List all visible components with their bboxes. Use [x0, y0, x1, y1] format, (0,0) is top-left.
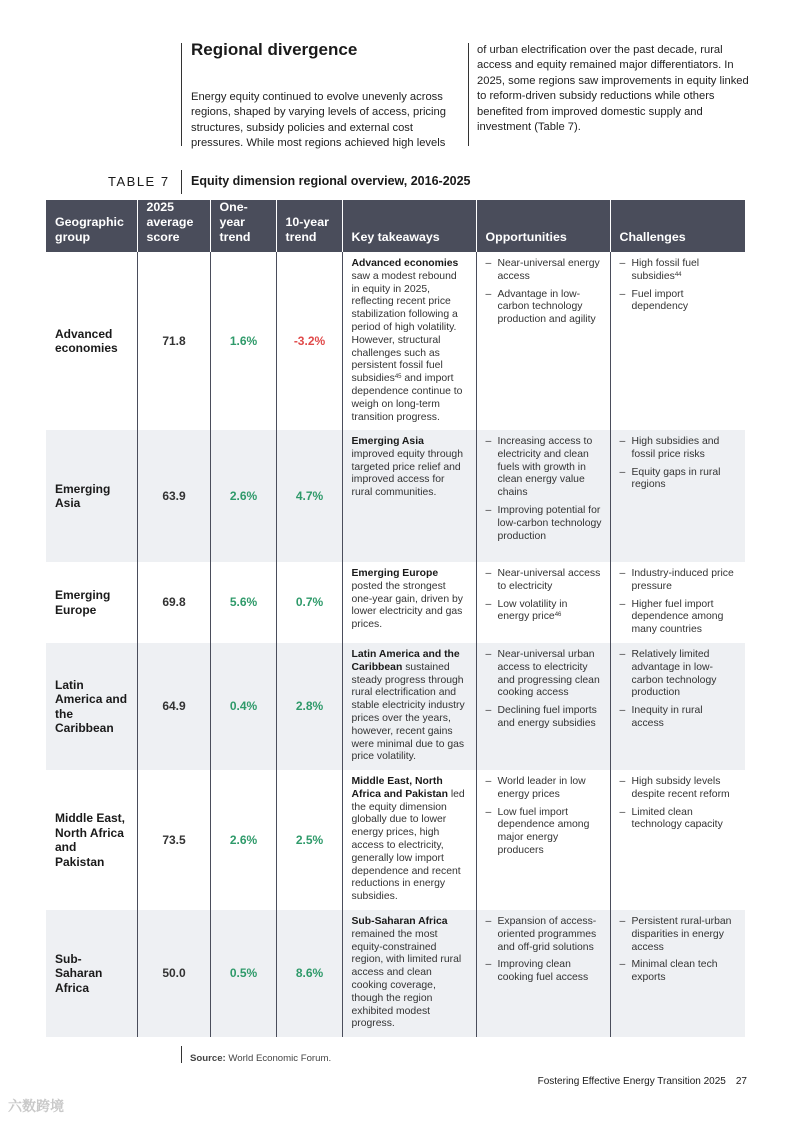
table-row: [46, 430, 745, 562]
table-row: [46, 643, 745, 770]
opportunities-cell: [476, 770, 610, 910]
group-cell: Emerging Europe: [46, 562, 137, 643]
list-item: – Limited clean technology capacity: [620, 807, 738, 833]
list-item: – High subsidy levels despite recent reform: [620, 776, 738, 802]
group-cell: Middle East, North Africa and Pakistan: [46, 770, 137, 910]
watermark: 六数跨境: [8, 1098, 64, 1114]
list-item: – Near-universal access to electricity: [486, 568, 602, 594]
section-heading: Regional divergence: [191, 40, 358, 59]
list-item: – Relatively limited advantage in low-carbon technology production: [620, 649, 738, 700]
list-item: – Inequity in rural access: [620, 705, 738, 731]
intro-right-column: [477, 43, 749, 135]
ten-year-cell: 2.5%: [276, 770, 342, 910]
one-year-cell: 0.5%: [210, 910, 276, 1037]
list-item: – World leader in low energy prices: [486, 776, 602, 802]
header-average-score: 2025 average score: [137, 200, 210, 252]
list-item: – Declining fuel imports and energy subsidies: [486, 705, 602, 731]
list-item: – Fuel import dependency: [620, 289, 738, 315]
header-key-takeaways: Key takeaways: [342, 200, 476, 252]
ten-year-cell: 0.7%: [276, 562, 342, 643]
list-item: – Industry-induced price pressure: [620, 568, 738, 594]
table-row: [46, 770, 745, 910]
ten-year-cell: 8.6%: [276, 910, 342, 1037]
list-item: – Equity gaps in rural regions: [620, 467, 738, 493]
challenges-cell: [610, 910, 745, 1037]
footer-title: Fostering Effective Energy Transition 2025: [537, 1076, 726, 1087]
list-item: – Improving clean cooking fuel access: [486, 959, 602, 985]
divider-right-intro: [468, 43, 469, 146]
list-item: – Near-universal urban access to electricity and progressing clean cooking access: [486, 649, 602, 700]
table-label: TABLE 7: [108, 174, 170, 189]
score-cell: 50.0: [137, 910, 210, 1037]
list-item: – Minimal clean tech exports: [620, 959, 738, 985]
one-year-cell: 2.6%: [210, 770, 276, 910]
divider-source: [181, 1046, 182, 1063]
key-takeaway-cell: Emerging Asia improved equity through targeted price relief and improved access for rural communities.: [342, 430, 476, 562]
group-cell: Emerging Asia: [46, 430, 137, 562]
one-year-cell: 2.6%: [210, 430, 276, 562]
list-item: – Low fuel import dependence among major energy producers: [486, 807, 602, 858]
key-takeaway-cell: Latin America and the Caribbean sustained steady progress through rural electrification and stable electricity industry prices over the years, however, recent gains were minimal due to gas price volatility.: [342, 643, 476, 770]
table-header-row: [46, 200, 745, 252]
score-cell: 71.8: [137, 252, 210, 430]
opportunities-cell: [476, 430, 610, 562]
header-one-year-trend: One-year trend: [210, 200, 276, 252]
group-cell: Advanced economies: [46, 252, 137, 430]
challenges-cell: [610, 643, 745, 770]
list-item: – High fossil fuel subsidies$^{44}$: [620, 258, 738, 284]
page-number: 27: [735, 1076, 747, 1087]
header-ten-year-trend: 10-year trend: [276, 200, 342, 252]
list-item: – Higher fuel import dependence among many countries: [620, 599, 738, 637]
one-year-cell: 1.6%: [210, 252, 276, 430]
key-takeaway-cell: Sub-Saharan Africa remained the most equity-constrained region, with limited rural access and clean cooking coverage, though the region exhibited modest progress.: [342, 910, 476, 1037]
one-year-cell: 5.6%: [210, 562, 276, 643]
list-item: – Advantage in low-carbon technology production and agility: [486, 289, 602, 327]
divider-left-intro: [181, 43, 182, 146]
opportunities-cell: [476, 252, 610, 430]
opportunities-cell: [476, 910, 610, 1037]
challenges-cell: [610, 562, 745, 643]
list-item: – Near-universal energy access: [486, 258, 602, 284]
table-row: [46, 910, 745, 1037]
score-cell: 73.5: [137, 770, 210, 910]
table-title: Equity dimension regional overview, 2016-2025: [191, 174, 471, 188]
score-cell: 64.9: [137, 643, 210, 770]
page-footer: [528, 1076, 747, 1087]
opportunities-cell: [476, 562, 610, 643]
header-challenges: Challenges: [610, 200, 745, 252]
list-item: – Expansion of access-oriented programmes and off-grid solutions: [486, 916, 602, 954]
challenges-cell: [610, 252, 745, 430]
list-item: – Increasing access to electricity and clean fuels with growth in clean energy value chains: [486, 436, 602, 500]
challenges-cell: [610, 430, 745, 562]
list-item: – Low volatility in energy price$^{46}$: [486, 599, 602, 625]
divider-table-label: [181, 170, 182, 194]
ten-year-cell: 4.7%: [276, 430, 342, 562]
header-geographic-group: Geographic group: [46, 200, 137, 252]
key-takeaway-cell: Advanced economies saw a modest rebound in equity in 2025, reflecting recent price stabilization following a period of high volatility. However, structural challenges such as persistent fossil fuel subsidies$^{45}$ and import dependence continue to weigh on long-term transition progress.: [342, 252, 476, 430]
group-cell: Latin America and the Caribbean: [46, 643, 137, 770]
opportunities-cell: [476, 643, 610, 770]
one-year-cell: 0.4%: [210, 643, 276, 770]
intro-left-text: Energy equity continued to evolve unevenly across regions, shaped by varying levels of access, pricing structures, subsidy policies and external cost pressures. While most regions achieved high levels: [191, 91, 446, 150]
list-item: – High subsidies and fossil price risks: [620, 436, 738, 462]
score-cell: 63.9: [137, 430, 210, 562]
key-takeaway-cell: Middle East, North Africa and Pakistan led the equity dimension globally due to lower energy prices, high access to electricity, generally low import dependence and recent reductions in energy subsidies.: [342, 770, 476, 910]
intro-left-column: [191, 40, 459, 152]
score-cell: 69.8: [137, 562, 210, 643]
equity-table: [46, 200, 745, 1037]
header-opportunities: Opportunities: [476, 200, 610, 252]
ten-year-cell: -3.2%: [276, 252, 342, 430]
group-cell: Sub-Saharan Africa: [46, 910, 137, 1037]
table-row: [46, 562, 745, 643]
key-takeaway-cell: Emerging Europe posted the strongest one-year gain, driven by lower electricity and gas prices.: [342, 562, 476, 643]
list-item: – Improving potential for low-carbon technology production: [486, 505, 602, 543]
list-item: – Persistent rural-urban disparities in energy access: [620, 916, 738, 954]
source-note: Source: World Economic Forum.: [190, 1053, 332, 1064]
intro-right-text: of urban electrification over the past decade, rural access and equity remained major differentiators. In 2025, some regions saw improvements in equity linked to reform-driven subsidy reductions while others benefited from improved domestic supply and investment (Table 7).: [477, 44, 749, 134]
table-row: [46, 252, 745, 430]
challenges-cell: [610, 770, 745, 910]
ten-year-cell: 2.8%: [276, 643, 342, 770]
